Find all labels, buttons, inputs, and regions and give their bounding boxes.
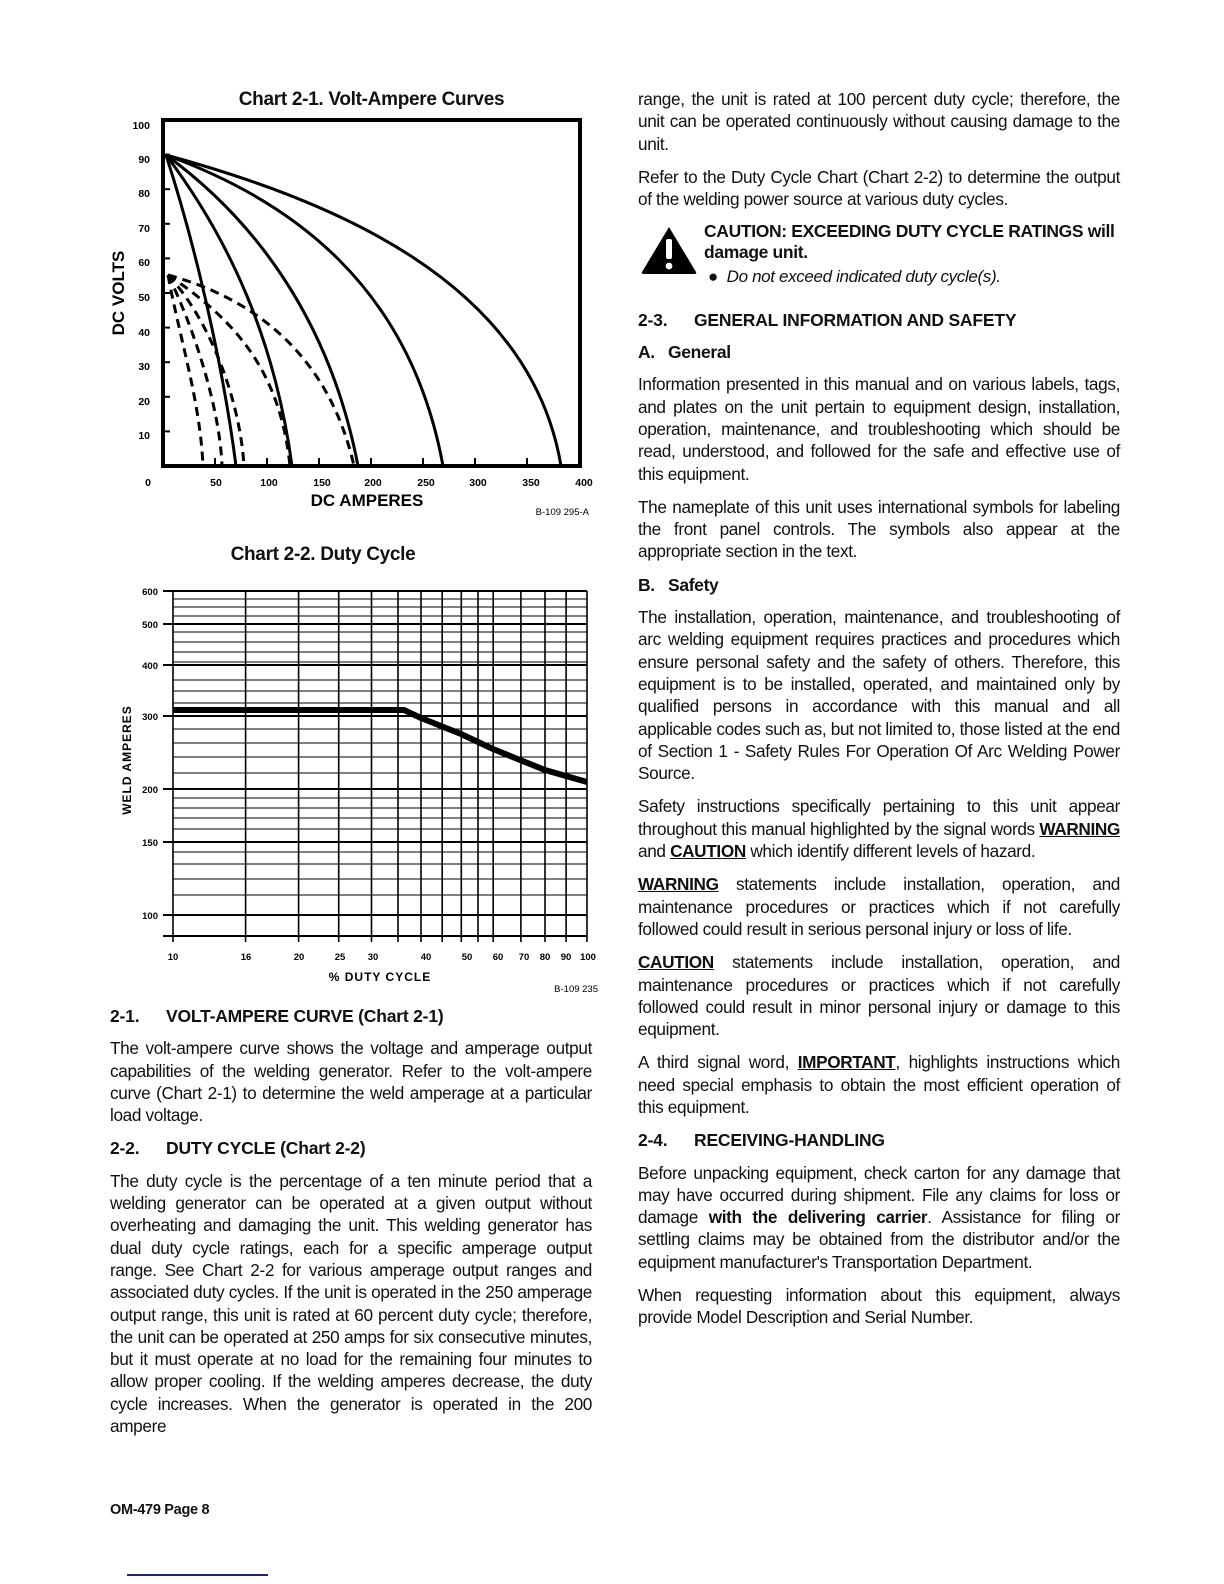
general-paragraph-1: Information presented in this manual and on various labels, tags, and plates on the unit pertain to equipment design, installation, operation, maintenance, and troubleshooting which should be read, understood, and followed for the safe and effective use of this equipment. bbox=[638, 374, 1120, 484]
caution-word: CAUTION bbox=[638, 952, 714, 973]
figure-id: B-109 235 bbox=[554, 984, 598, 995]
receiving-paragraph-1: Before unpacking equipment, check carton for any damage that may have occurred during shipment. File any claims for loss or damage with the delivering carrier. Assistance for filing or settling claims may be obtained from the distributor and/or the equipment manufacturer's Transportation Department. bbox=[638, 1162, 1121, 1272]
chart-duty-cycle bbox=[90, 575, 610, 995]
svg-text:250: 250 bbox=[417, 477, 435, 489]
svg-text:25: 25 bbox=[334, 952, 346, 963]
svg-text:80: 80 bbox=[138, 188, 150, 200]
y-axis-label: DC VOLTS bbox=[109, 250, 128, 336]
svg-text:10: 10 bbox=[138, 430, 150, 442]
svg-text:300: 300 bbox=[142, 712, 158, 723]
svg-text:100: 100 bbox=[142, 911, 158, 922]
svg-text:400: 400 bbox=[575, 477, 593, 489]
warning-word: WARNING bbox=[1039, 818, 1120, 839]
section-2-1-paragraph: The volt-ampere curve shows the voltage and amperage output capabilities of the welding generator. Refer to the volt-ampere curve (Chart 2-1) to determine the weld amperage at a particular load voltage. bbox=[110, 1038, 592, 1126]
svg-text:300: 300 bbox=[469, 477, 487, 489]
section-2-1-heading: 2-1. VOLT-AMPERE CURVE (Chart 2-1) bbox=[110, 1006, 444, 1026]
important-paragraph: A third signal word, IMPORTANT, highlights instructions which need special emphasis to obtain the most efficient operation of this equipment. bbox=[638, 1052, 1120, 1117]
figure-id: B-109 295-A bbox=[535, 507, 589, 518]
caution-heading: CAUTION: EXCEEDING DUTY CYCLE RATINGS will damage unit. bbox=[704, 221, 1115, 263]
svg-text:30: 30 bbox=[367, 952, 379, 963]
svg-text:20: 20 bbox=[138, 396, 150, 408]
warning-triangle-icon bbox=[640, 225, 698, 275]
svg-text:60: 60 bbox=[492, 952, 504, 963]
svg-text:16: 16 bbox=[240, 952, 252, 963]
refer-paragraph: Refer to the Duty Cycle Chart (Chart 2-2) to determine the output of the welding power source at various duty cycles. bbox=[638, 166, 1120, 210]
receiving-paragraph-2: When requesting information about this equipment, always provide Model Description and Serial Number. bbox=[638, 1285, 1120, 1328]
caution-paragraph: CAUTION statements include installation, operation, and maintenance procedures or practices which if not carefully followed could result in minor personal injury or damage to this equipment. bbox=[638, 952, 1120, 1040]
section-2-2-paragraph: The duty cycle is the percentage of a ten minute period that a welding generator can be operated at a given output without overheating and damaging the unit. This welding generator has dual duty cycle ratings, each for a specific amperage output range. See Chart 2-2 for various amperage output ranges and associated duty cycles. If the unit is operated in the 250 amperage output range, this unit is rated at 60 percent duty cycle; therefore, the unit can be operated at 250 amps for six consecutive minutes, but it must operate at no load for the remaining four minutes to allow proper cooling. If the welding amperes decrease, the duty cycle increases. When the generator is operated in the 200 ampere bbox=[110, 1170, 592, 1437]
subsection-b-heading: B. Safety bbox=[638, 574, 719, 595]
svg-text:350: 350 bbox=[522, 477, 540, 489]
bullet-icon: ● bbox=[708, 267, 727, 287]
continued-paragraph: range, the unit is rated at 100 percent duty cycle; therefore, the unit can be operated continuously without causing damage to the unit. bbox=[638, 89, 1120, 154]
svg-text:70: 70 bbox=[138, 223, 150, 235]
svg-text:30: 30 bbox=[138, 361, 150, 373]
svg-text:200: 200 bbox=[364, 477, 382, 489]
section-2-2-heading: 2-2. DUTY CYCLE (Chart 2-2) bbox=[110, 1138, 366, 1159]
svg-text:90: 90 bbox=[138, 154, 150, 166]
svg-text:20: 20 bbox=[293, 952, 305, 963]
chart-2-2-title: Chart 2-2. Duty Cycle bbox=[230, 544, 416, 565]
svg-text:40: 40 bbox=[420, 952, 432, 963]
right-column bbox=[638, 88, 1120, 1340]
chart-volt-ampere bbox=[90, 110, 610, 525]
svg-text:10: 10 bbox=[167, 952, 179, 963]
svg-text:80: 80 bbox=[539, 952, 551, 963]
bottom-rule bbox=[127, 1574, 268, 1576]
svg-text:50: 50 bbox=[461, 952, 473, 963]
svg-text:90: 90 bbox=[560, 952, 572, 963]
svg-text:500: 500 bbox=[142, 620, 158, 631]
svg-text:40: 40 bbox=[138, 327, 150, 339]
general-paragraph-2: The nameplate of this unit uses international symbols for labeling the front panel controls. The symbols also appear at the appropriate section in the text. bbox=[638, 496, 1120, 562]
svg-text:150: 150 bbox=[142, 838, 158, 849]
svg-text:60: 60 bbox=[138, 257, 150, 269]
svg-text:50: 50 bbox=[210, 477, 222, 489]
chart-2-1-title: Chart 2-1. Volt-Ampere Curves bbox=[238, 89, 505, 110]
important-word: IMPORTANT bbox=[797, 1052, 896, 1073]
svg-text:50: 50 bbox=[138, 292, 150, 304]
warning-word: WARNING bbox=[638, 874, 719, 895]
svg-text:600: 600 bbox=[142, 587, 158, 598]
svg-text:0: 0 bbox=[145, 477, 151, 489]
svg-text:150: 150 bbox=[313, 477, 331, 489]
section-2-4-heading: 2-4. RECEIVING-HANDLING bbox=[638, 1130, 885, 1151]
caution-word: CAUTION bbox=[670, 841, 746, 862]
safety-paragraph-1: The installation, operation, maintenance, and troubleshooting of arc welding equipment requires practices and procedures which ensure personal safety and the safety of others. Therefore, this equipment is to be installed, operated, and maintained only by qualified persons in accordance with this manual and all applicable codes such as, but not limited to, those listed at the end of Section 1 - Safety Rules For Operation Of Arc Welding Power Source. bbox=[638, 607, 1120, 784]
warning-paragraph: WARNING statements include installation, operation, and maintenance procedures or practices which if not carefully followed could result in serious personal injury or loss of life. bbox=[638, 874, 1120, 939]
caution-block bbox=[638, 221, 1120, 288]
svg-text:200: 200 bbox=[142, 785, 158, 796]
svg-text:100: 100 bbox=[260, 477, 278, 489]
svg-text:100: 100 bbox=[132, 120, 150, 132]
x-axis-label: % DUTY CYCLE bbox=[328, 970, 432, 984]
svg-text:70: 70 bbox=[518, 952, 530, 963]
caution-bullet: ● Do not exceed indicated duty cycle(s). bbox=[708, 267, 1001, 287]
x-axis-label: DC AMPERES bbox=[310, 491, 424, 510]
safety-paragraph-2: Safety instructions specifically pertaining to this unit appear throughout this manual highlighted by the signal words WARNING and CAUTION which identify different levels of hazard. bbox=[638, 796, 1120, 862]
left-column bbox=[110, 1005, 592, 1448]
y-axis-label: WELD AMPERES bbox=[120, 705, 134, 815]
subsection-a-heading: A. General bbox=[638, 342, 731, 363]
page-footer: OM-479 Page 8 bbox=[110, 1502, 210, 1518]
section-2-3-heading: 2-3. GENERAL INFORMATION AND SAFETY bbox=[638, 309, 1017, 330]
svg-text:400: 400 bbox=[142, 661, 158, 672]
svg-text:100: 100 bbox=[580, 952, 596, 963]
